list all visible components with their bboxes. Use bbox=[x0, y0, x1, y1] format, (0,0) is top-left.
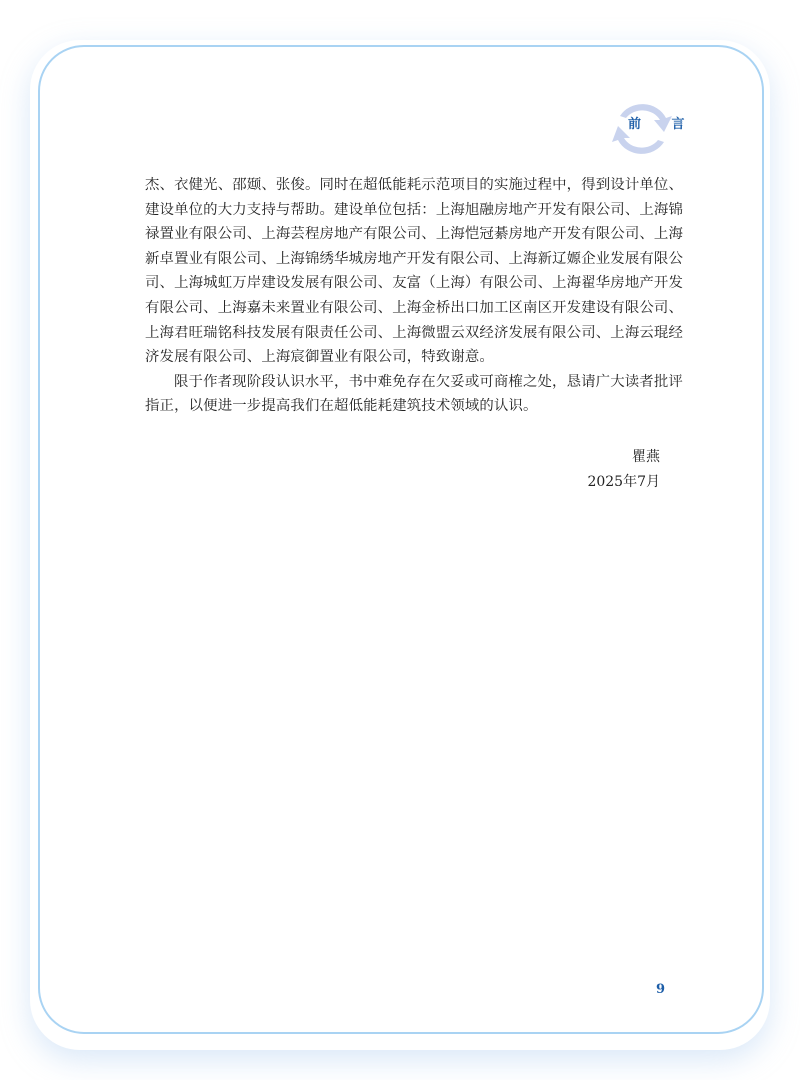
text-line: 司、上海城虹万岸建设发展有限公司、友富（上海）有限公司、上海翟华房地产开发 bbox=[145, 275, 684, 292]
text-line: 杰、衣健光、邵颋、张俊。同时在超低能耗示范项目的实施过程中，得到设计单位、 bbox=[145, 177, 684, 193]
text-line: 建设单位的大力支持与帮助。建设单位包括：上海旭融房地产开发有限公司、上海锦 bbox=[145, 201, 684, 218]
section-title: 前 言 bbox=[628, 117, 698, 132]
paragraph-acknowledgement bbox=[145, 173, 684, 370]
text-line: 新卓置业有限公司、上海锦绣华城房地产开发有限公司、上海新辽嫄企业发展有限公 bbox=[145, 250, 684, 267]
section-emblem bbox=[606, 98, 698, 160]
page-number: 9 bbox=[656, 982, 666, 997]
author-name: 瞿燕 bbox=[632, 449, 660, 465]
text-line: 济发展有限公司、上海宸御置业有限公司，特致谢意。 bbox=[145, 349, 494, 366]
text-line: 禄置业有限公司、上海芸程房地产有限公司、上海恺冠綦房地产开发有限公司、上海 bbox=[145, 226, 684, 243]
signature-date: 2025年7月 bbox=[587, 474, 660, 490]
text-line: 指正，以便进一步提高我们在超低能耗建筑技术领域的认识。 bbox=[145, 398, 538, 415]
text-line: 上海君旺瑞铭科技发展有限责任公司、上海微盟云双经济发展有限公司、上海云琨经 bbox=[145, 324, 684, 341]
paragraph-disclaimer bbox=[145, 370, 683, 419]
text-line: 有限公司、上海嘉未来置业有限公司、上海金桥出口加工区南区开发建设有限公司、 bbox=[145, 299, 684, 316]
preface-body bbox=[145, 173, 684, 419]
text-line: 限于作者现阶段认识水平，书中难免存在欠妥或可商榷之处，恳请广大读者批评 bbox=[174, 373, 683, 390]
